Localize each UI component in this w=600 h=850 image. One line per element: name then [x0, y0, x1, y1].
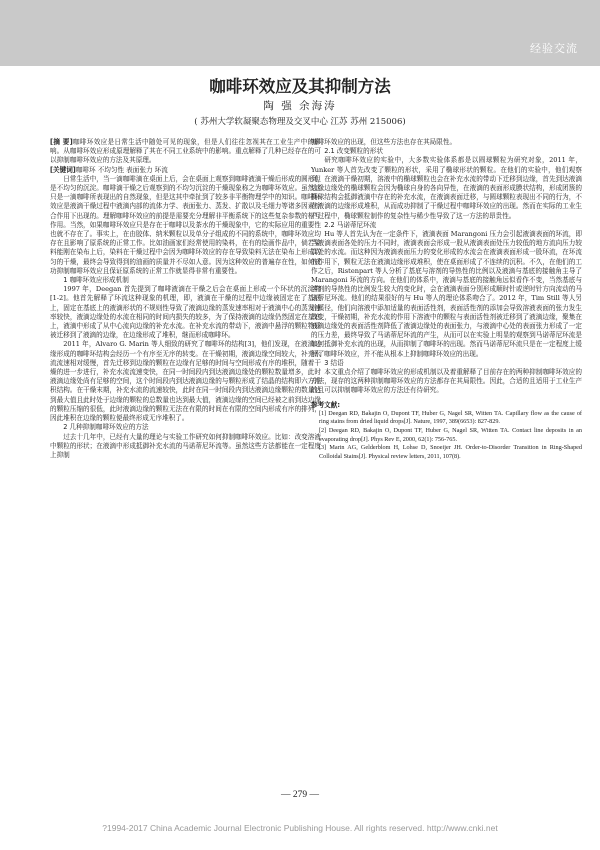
reference-item: [2] Deegan RD, Bakajin O, Dupont TF, Huber G, Nagel SR, Witten TA. Contact line deposits in an evaporating drop[J]. Phys Rev E, 2000, 62(1): 756-765. — [319, 427, 582, 443]
reference-item: [1] Deegan RD, Bakajin O, Dupont TF, Huber G, Nagel SR, Witten TA. Capillary flow as the cause of ring stains from dried liquid drops[J]. Nature, 1997, 389(6653): 827-829. — [319, 409, 582, 426]
references-title: 参考文献: — [311, 400, 341, 409]
left-column — [50, 138, 321, 460]
section-heading: 2.2 马诺蒂尼环流 — [324, 220, 377, 229]
abstract-label: [摘 要] — [50, 138, 73, 146]
paragraph: 本文重点介绍了咖啡环效应的形成机制以及着重解释了目前存在的两种抑制咖啡环效应的方法，现存的这两种抑制咖啡环效应的方法都存在其局限性。因此，合适的且适用于工业生产的且可以抑制咖啡环效应的方法还有待研究。 — [311, 368, 582, 395]
section-heading: 2 几种抑制咖啡环效应的方法 — [63, 423, 149, 432]
left-body — [50, 175, 321, 460]
keywords-label: [关键词] — [50, 165, 76, 174]
page-number: — 279 — — [281, 790, 319, 800]
section-label: 经验交流 — [530, 42, 578, 55]
paragraph: 1997 年，Deegan 首先提到了咖啡液滴在干燥之后会在桌面上形成一个环状的沉淀物[1-2]。他首先解释了环流这种现象的机理，即，液滴在干燥的过程中边缘被固定在了基底上，固定在基底上的液滴形状的不规则性导致了液滴边缘的蒸发速率相对于液滴中心的蒸发速率较快，液滴边缘处的水流在相同的时间内损失的较多，为了保持液滴的边缘仍然固定在基底上，液滴中形成了从中心流向边缘的补充水流。在补充水流的带动下，液滴中悬浮的颗粒物质被迁移到了液滴的边缘，在边缘形成了堆积，继而形成咖啡环。 — [50, 285, 321, 340]
section-heading: 2.1 改变颗粒的形状 — [324, 147, 383, 156]
section-heading: 3 结语 — [324, 358, 344, 367]
references-list — [311, 410, 582, 462]
abstract — [50, 138, 321, 166]
right-column — [311, 138, 582, 461]
header-bar — [0, 0, 600, 66]
abstract-text: 咖啡环效应是日常生活中随处可见的现象，但是人们往往忽视其在工业生产中的影响。从咖啡环效应形成原理解释了其在不同工业系统中的影响。重点解释了几种已经存在的可以抑制咖啡环效应的方法及其原理。 — [50, 138, 322, 165]
paragraph: 咖啡环效应的出现，但这些方法也存在其局限性。 — [311, 138, 457, 146]
paragraph: 研究咖啡环效应的实验中，大多数实验体系都是以圆球颗粒为研究对象，2011 年，Yunker 等人首先改变了颗粒的形状，采用了椭球形状的颗粒。在他们的实验中，他们观察到，在液滴干燥初期，溶液中的椭球颗粒也会在补充水流的带动下迁移到边缘，首先到达液滴边缘边缘处的椭球颗粒会因为椭球自身的各向异性，在液滴的表面形成膜状结构，形成团簇的椭球结构会抵御液滴中存在的补充水流，在液滴表面迁移，与圆球颗粒表现出不同的行为，不在液滴的边缘形成堆积，从而成功抑制了干燥过程中咖啡环效应的出现。然而在实际的工业生产过程中，椭球颗粒制作的复杂性与稀少性导致了这一方法的昂贵性。 — [311, 156, 582, 220]
paragraph: 过去十几年中，已经有大量的理论与实验工作研究如何抑制咖啡环效应。比如：改变溶液中颗粒的形状；在液滴中形成抵御补充水流的马诺蒂尼环流等。虽然这些方法都能在一定程度上抑制 — [50, 432, 321, 459]
paragraph: 日常生活中，当一滴咖啡滴在桌面上后，会在桌面上观察到咖啡液滴干燥后形成的圆形但是不均匀的沉淀。咖啡滴干燥之后观察到的不均匀沉淀的干燥现象称之为咖啡环效应。虽然这只是一滴咖啡所表现出的自然现象，但是这其中牵扯到了较多非平衡物理学中的知识。咖啡环效应是液滴干燥过程中液滴内部的流体力学、表面张力、蒸发、扩散以及毛细力等诸多因素综合作用下出现的。理解咖啡环效应的前提是需要充分理解非平衡系统下的这些复杂参数的相互作用。当然，如果咖啡环效应只是存在于咖啡以及茶水的干燥现象中，它的实际应用的重要性也就不存在了。事实上，在由胶体、纳米颗粒以及单分子组成的不同的系统中，咖啡环效应均存在且影响了原系统的正常工作。比如油画家们经常使用的染料，在有的绘画作品中，倘若染料能刚在染布上后，染料在干燥过程中会因为咖啡环效应的存在导致染料无法在染布上形成均匀的干燥，最终会导致得到的油画的质量并不尽如人意。因为这种效应的普遍存在性，如何成功抑制咖啡环效应且保证原系统的正常工作就显得非常有重要性。 — [50, 174, 321, 275]
authors: 陶 强 余海涛 — [263, 100, 337, 112]
article-title: 咖啡环效应及其抑制方法 — [209, 77, 391, 96]
reference-item: [3] Marin AG, Gelderblom H, Lohse D, Snoeijer JH. Order-to-Disorder Transition in Ring-Shaped Colloidal Stains[J]. Physical review letters, 2011, 107(8). — [319, 444, 582, 460]
affiliation: ( 苏州大学软凝聚态物理及交叉中心 江苏 苏州 215006) — [194, 117, 406, 127]
footer-copyright: ?1994-2017 China Academic Journal Electronic Publishing House. All rights reserved. http://www.cnki.net — [102, 823, 498, 833]
paragraph: Hu 等人首先认为在一定条件下，液滴表面 Marangoni 压力会引起液滴表面的环流，即当液滴表面各处的压力不同时，液滴表面会形成一股从液滴表面处压力较低的地方流向压力较高处的水流。而这种因为液滴表面压力的变化形成的水流会在液滴表面形成一股环流，在环流的作用下，颗粒无法在液滴边缘形成堆积，使在桌面形成了不连续的沉积。不久，在他们的工作之后，Ristenpart 等人分析了基底与溶剂的导热性的比例以及液滴与基底的接触角主导了 Marangoni 环流的方向。在他们的体系中，液滴与基底的接触角远似看作不变，当然基底与溶剂的导热性的比例发生较大的变化时，会在液滴表面分别形成顺时针或逆时针方向流动的马诺蒂尼环流。他们的结果很好的与 Hu 等人的理论体系吻合了。2012 年，Tim Still 等人另辟蹊径，他们向溶液中添加适量的表面活性剂，表面活性剂的添加会导致溶液表面的张力发生改变，干燥初期，补充水流的作用下溶液中的颗粒与表面活性剂被迁移到了液滴边缘，聚集在液滴边缘处的表面活性剂降低了液滴边缘处的表面张力，与液滴中心处的表面张力形成了一定的压力差，最终导致了马诺蒂尼环流的产生，从而可以在实验上明显的观察到马诺蒂尼环流是如何抵御补充水流的出现，从而抑制了咖啡环的出现。然而马诺蒂尼环流只是在一定程度上缓解了咖啡环效应，并不能从根本上抑制咖啡环效应的出现。 — [311, 230, 582, 358]
right-body — [311, 138, 582, 396]
keywords-text: 咖啡环 不均匀性 表面张力 环流 — [75, 165, 168, 174]
paragraph: 2011 年，Alvaro G. Marin 等人细致的研究了咖啡环的结构[3]，他们发现，在液滴边缘形成的咖啡环结构会经历一个有序至无序的转变。在干燥初期，液滴边缘空间较大，补充水流流速相对缓慢，首先迁移到边缘的颗粒在边缘有足够的时间与空间形成有序的堆积，随着干燥的进一步进行，补充水流流速变快，在同一时间段内到达液滴边缘处的颗粒数量增多，此时液滴边缘处尚有足够的空间，这个时间段内到达液滴边缘的与颗粒形成了结晶的结构即六方堆积结构。在干燥末期，补充水流的流速较快，此时在同一时间段内到达液滴边缘颗粒的数量达到最大值且此时处于边缘的颗粒的总数量也达到最大值，液滴边缘的空间已经被之前到达边缘的颗粒压缩的很低，此时液滴边缘的颗粒无法在有限的时间在有限的空间内形成有序的排列，因此堆积在边缘的颗粒便最终形成无序堆积了。 — [50, 340, 321, 423]
keywords — [50, 166, 321, 175]
section-heading: 1 咖啡环效应形成机制 — [63, 276, 129, 285]
